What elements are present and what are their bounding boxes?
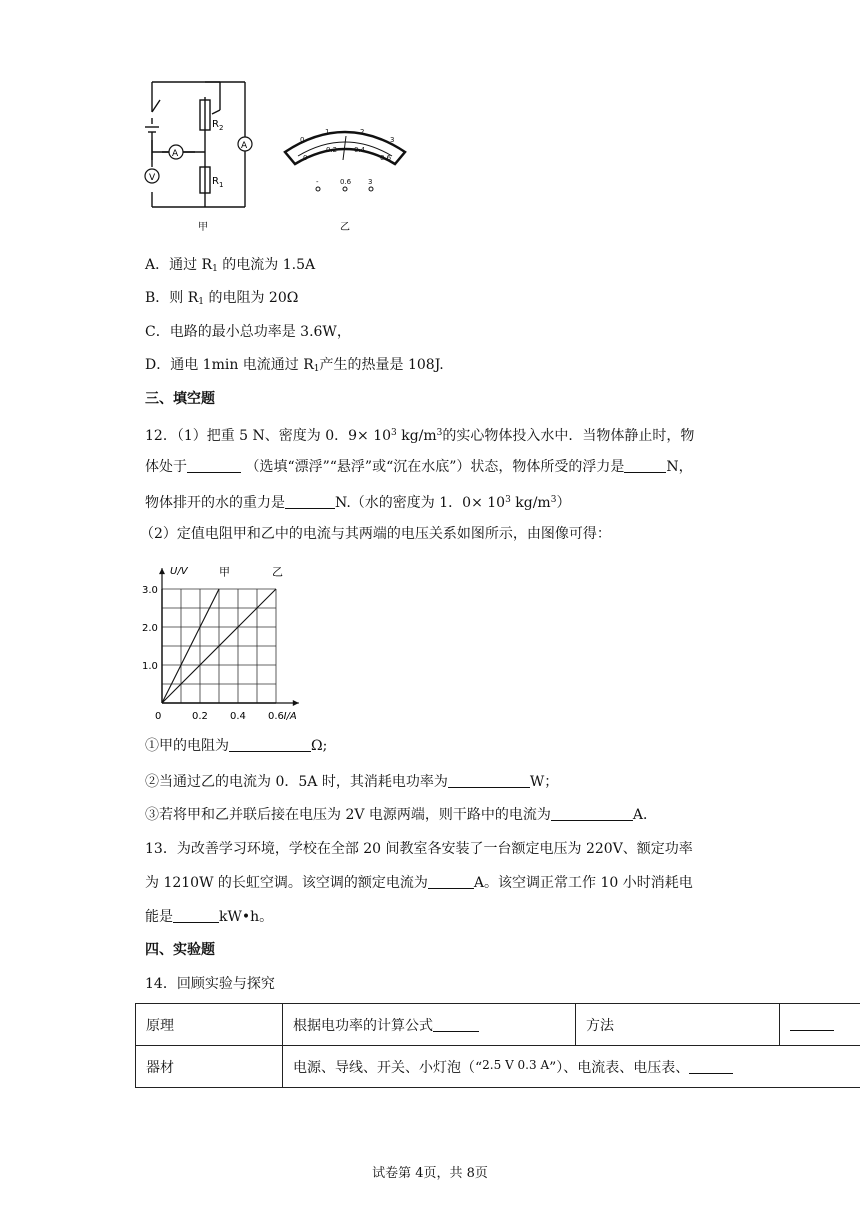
q12-line3: 物体排开的水的重力是 N.（水的密度为 1．$0\times 10^3$ $kg/m^3$）: [145, 495, 571, 511]
x-tick-label: 0.2: [192, 711, 208, 722]
terminal-3: 3: [368, 178, 373, 186]
q13-line3: 能是 kW•h。: [145, 909, 274, 925]
cell-equipment-value: 电源、导线、开关、小灯泡（“2.5 V 0.3 A”）、电流表、电压表、: [283, 1046, 860, 1088]
table-row: [136, 1004, 860, 1046]
cell-method-value: [780, 1004, 860, 1046]
answer-blank[interactable]: [187, 458, 241, 473]
meter-top-1: 1: [325, 128, 330, 136]
answer-blank[interactable]: [433, 1017, 479, 1032]
meter-top-0: 0: [300, 136, 305, 144]
section4-title: 四、实验题: [145, 942, 215, 958]
answer-blank[interactable]: [624, 458, 666, 473]
y-tick-label: 2.0: [142, 623, 158, 634]
ammeter1-label: A: [172, 149, 179, 159]
origin-label: 0: [155, 711, 162, 722]
meter-top-3: 3: [390, 136, 395, 144]
answer-blank[interactable]: [689, 1059, 733, 1074]
option-b: B．则 $R_1$ 的电阻为 20Ω: [145, 290, 299, 307]
q12-sub1: ①甲的电阻为 Ω;: [145, 738, 328, 754]
circuit-figure: [140, 72, 420, 242]
x-tick-label: 0.6: [268, 711, 284, 722]
answer-blank[interactable]: [448, 773, 530, 788]
x-axis-label: I/A: [283, 711, 297, 722]
q12-sub2: ②当通过乙的电流为 0．5A 时，其消耗电功率为 W；: [145, 774, 559, 790]
terminal-neg: -: [316, 178, 319, 186]
series-label: 乙: [272, 565, 283, 579]
q12-part2: （2）定值电阻甲和乙中的电流与其两端的电压关系如图所示，由图像可得：: [140, 526, 611, 542]
meter-bottom-1: 0.2: [326, 146, 338, 154]
r2-label: $R_2$: [212, 119, 224, 132]
answer-blank[interactable]: [173, 908, 219, 923]
option-c: C．电路的最小总功率是 3.6W，: [145, 324, 351, 340]
r1-label: $R_1$: [212, 176, 224, 189]
caption-left: 甲: [198, 222, 208, 233]
q13-line2: 为 1210W 的长虹空调。该空调的额定电流为 A。该空调正常工作 10 小时消耗电: [145, 875, 693, 891]
cell-principle-label: 原理: [136, 1004, 283, 1046]
y-axis-label: U/V: [170, 565, 188, 577]
experiment-table: [135, 1003, 860, 1088]
answer-blank[interactable]: [428, 874, 474, 889]
ui-chart: [140, 558, 330, 728]
option-a: A．通过 $R_1$ 的电流为 1.5A: [145, 257, 316, 274]
q12-sub3: ③若将甲和乙并联后接在电压为 2V 电源两端，则干路中的电流为 A．: [145, 807, 658, 823]
option-d: D．通电 1min 电流通过 $R_1$产生的热量是 108J.: [145, 357, 444, 374]
x-axis-arrow-icon: [293, 700, 299, 706]
y-tick-label: 1.0: [142, 661, 158, 672]
meter-bottom-2: 0.4: [354, 146, 366, 154]
answer-blank[interactable]: [551, 806, 633, 821]
answer-blank[interactable]: [285, 494, 335, 509]
terminal-06: 0.6: [340, 178, 352, 186]
q14-title: 14．回顾实验与探究: [145, 976, 275, 992]
page-footer: 试卷第 4页，共 8页: [372, 1166, 488, 1181]
cell-method-label: 方法: [576, 1004, 780, 1046]
voltmeter-label: V: [149, 173, 156, 183]
series-label: 甲: [219, 565, 230, 579]
cell-principle-value: 根据电功率的计算公式: [283, 1004, 576, 1046]
answer-blank[interactable]: [229, 737, 311, 752]
y-tick-label: 3.0: [142, 585, 158, 596]
q13-line1: 13．为改善学习环境，学校在全部 20 间教室各安装了一台额定电压为 220V、额定功率: [145, 841, 693, 857]
meter-top-2: 2: [360, 128, 365, 136]
meter-bottom-3: 0.6: [380, 154, 392, 162]
y-axis-arrow-icon: [159, 568, 165, 574]
caption-right: 乙: [340, 222, 350, 233]
q12-line1: 12．（1）把重 5 N、密度为 0．$9\times 10^3$ $kg/m^3$的实心物体投入水中．当物体静止时，物: [145, 428, 695, 444]
ammeter2-label: A: [241, 141, 248, 151]
cell-equipment-label: 器材: [136, 1046, 283, 1088]
answer-blank[interactable]: [790, 1016, 834, 1031]
q12-line2: 体处于 （选填“漂浮”“悬浮”或“沉在水底”）状态，物体所受的浮力是 N，: [145, 459, 693, 475]
table-row: [136, 1046, 860, 1088]
x-tick-label: 0.4: [230, 711, 246, 722]
section3-title: 三、填空题: [145, 391, 215, 407]
meter-bottom-0: 0: [303, 154, 308, 162]
